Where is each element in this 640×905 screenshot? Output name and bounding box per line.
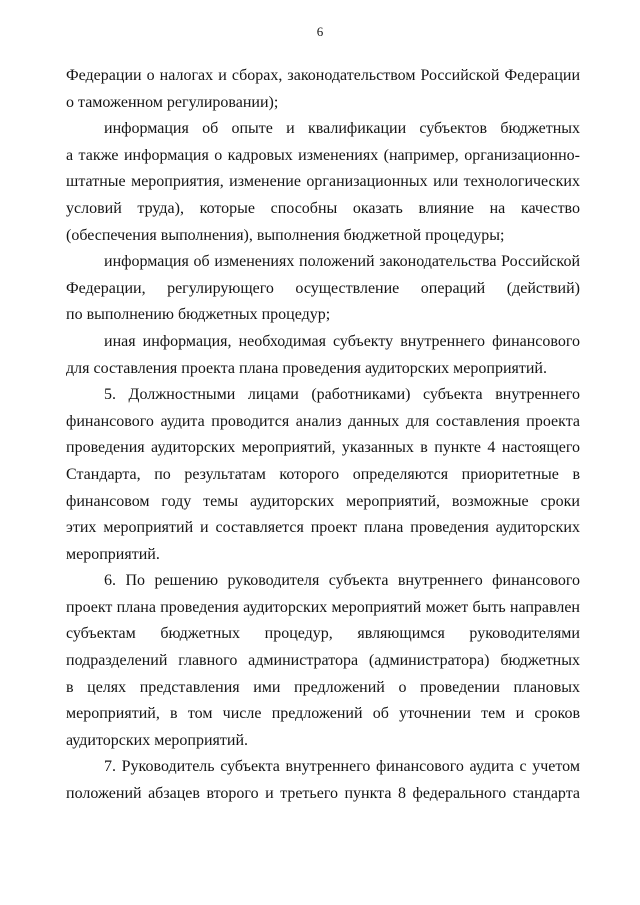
- text-line: проект плана проведения аудиторских мероприятий может быть направлен: [66, 598, 580, 616]
- text-line: этих мероприятий и составляется проект плана проведения аудиторских: [66, 519, 580, 537]
- text-line: штатные мероприятия, изменение организационных или технологических: [66, 173, 580, 191]
- text-line: 7. Руководитель субъекта внутреннего финансового аудита с учетом: [104, 758, 580, 776]
- text-line: положений абзацев второго и третьего пункта 8 федерального стандарта: [66, 785, 580, 803]
- text-line: иная информация, необходимая субъекту внутреннего финансового: [104, 332, 580, 350]
- text-line: а также информация о кадровых изменениях (например, организационно-: [66, 146, 580, 164]
- text-line: финансового аудита проводится анализ данных для составления проекта: [66, 412, 580, 430]
- text-line: условий труда), которые способны оказать влияние на качество: [66, 199, 580, 217]
- text-line: 5. Должностными лицами (работниками) субъекта внутреннего: [104, 386, 580, 404]
- text-line: мероприятий, в том числе предложений об уточнении тем и сроков: [66, 705, 580, 723]
- text-line: информация об изменениях положений законодательства Российской: [104, 253, 580, 271]
- text-line: в целях представления ими предложений о проведении плановых: [66, 678, 580, 696]
- text-line: подразделений главного администратора (администратора) бюджетных: [66, 652, 580, 670]
- text-line: Стандарта, по результатам которого определяются приоритетные в: [66, 465, 580, 483]
- text-line: аудиторских мероприятий.: [66, 731, 249, 749]
- text-line: 6. По решению руководителя субъекта внутреннего финансового: [104, 572, 580, 590]
- text-line: по выполнению бюджетных процедур;: [66, 306, 331, 324]
- text-line: о таможенном регулировании);: [66, 93, 279, 111]
- text-line: мероприятий.: [66, 545, 160, 563]
- body-text: [66, 63, 580, 808]
- text-line: (обеспечения выполнения), выполнения бюджетной процедуры;: [66, 226, 505, 244]
- text-line: Федерации, регулирующего осуществление операций (действий): [66, 279, 580, 297]
- text-line: для составления проекта плана проведения аудиторских мероприятий.: [66, 359, 547, 377]
- text-line: проведения аудиторских мероприятий, указанных в пункте 4 настоящего: [66, 439, 580, 457]
- page-number: 6: [316, 24, 324, 39]
- text-line: финансовом году темы аудиторских мероприятий, возможные сроки: [66, 492, 580, 510]
- text-line: субъектам бюджетных процедур, являющимся руководителями: [66, 625, 580, 643]
- text-line: информация об опыте и квалификации субъектов бюджетных: [104, 120, 580, 138]
- text-line: Федерации о налогах и сборах, законодательством Российской Федерации: [66, 67, 580, 84]
